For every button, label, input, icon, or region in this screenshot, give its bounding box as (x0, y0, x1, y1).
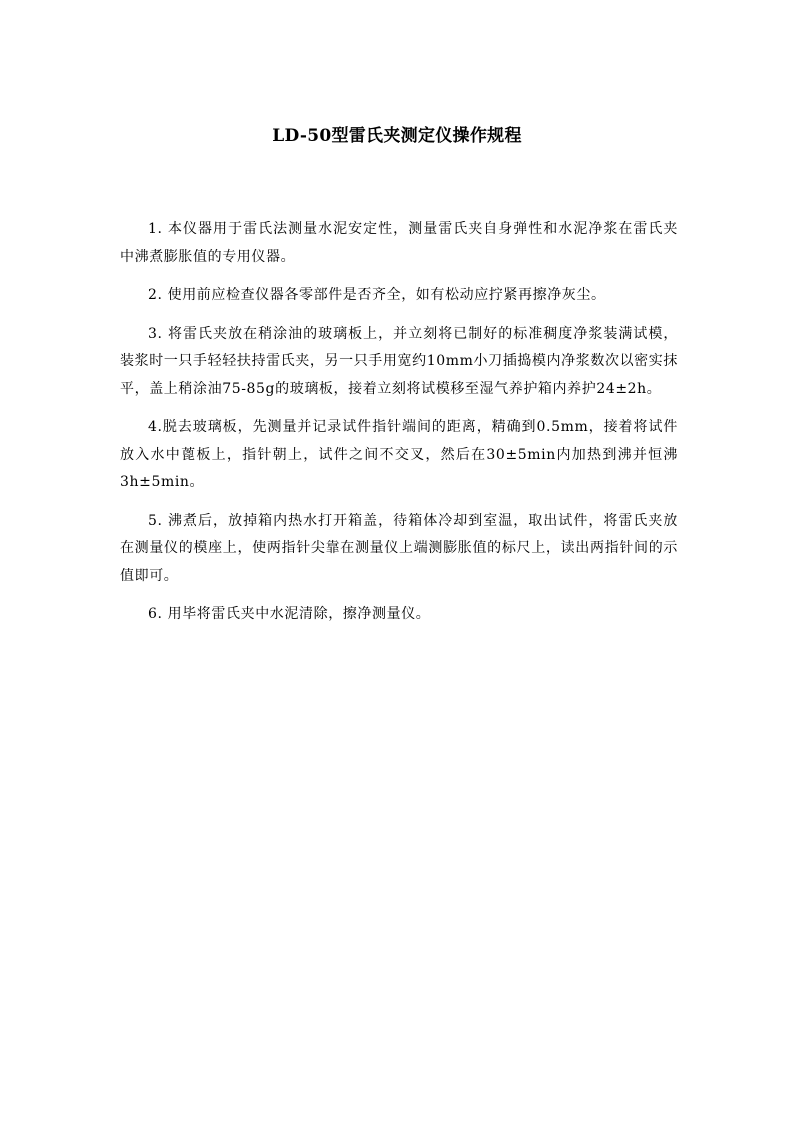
paragraph-5: 5. 沸煮后，放掉箱内热水打开箱盖，待箱体冷却到室温，取出试件，将雷氏夹放在测量仪的模座上，使两指针尖靠在测量仪上端测膨胀值的标尺上，读出两指针间的示值即可。 (120, 512, 678, 584)
document-title: LD-50型雷氏夹测定仪操作规程 (272, 126, 522, 146)
paragraph-4: 4.脱去玻璃板，先测量并记录试件指针端间的距离，精确到0.5mm，接着将试件放入水中蓖板上，指针朝上，试件之间不交叉，然后在30±5min内加热到沸并恒沸3h±5min。 (120, 419, 678, 490)
document-body (120, 216, 678, 640)
paragraph-3: 3. 将雷氏夹放在稍涂油的玻璃板上，并立刻将已制好的标准稠度净浆装满试模，装浆时一只手轻轻扶持雷氏夹，另一只手用宽约10mm小刀插捣模内净浆数次以密实抹平，盖上稍涂油75-85g的玻璃板，接着立刻将试模移至湿气养护箱内养护24±2h。 (120, 325, 678, 397)
paragraph-6: 6. 用毕将雷氏夹中水泥清除，擦净测量仪。 (148, 606, 431, 622)
paragraph-2: 2. 使用前应检查仪器各零部件是否齐全，如有松动应拧紧再擦净灰尘。 (148, 287, 606, 303)
paragraph-1: 1. 本仪器用于雷氏法测量水泥安定性，测量雷氏夹自身弹性和水泥净浆在雷氏夹中沸煮膨胀值的专用仪器。 (120, 221, 678, 265)
